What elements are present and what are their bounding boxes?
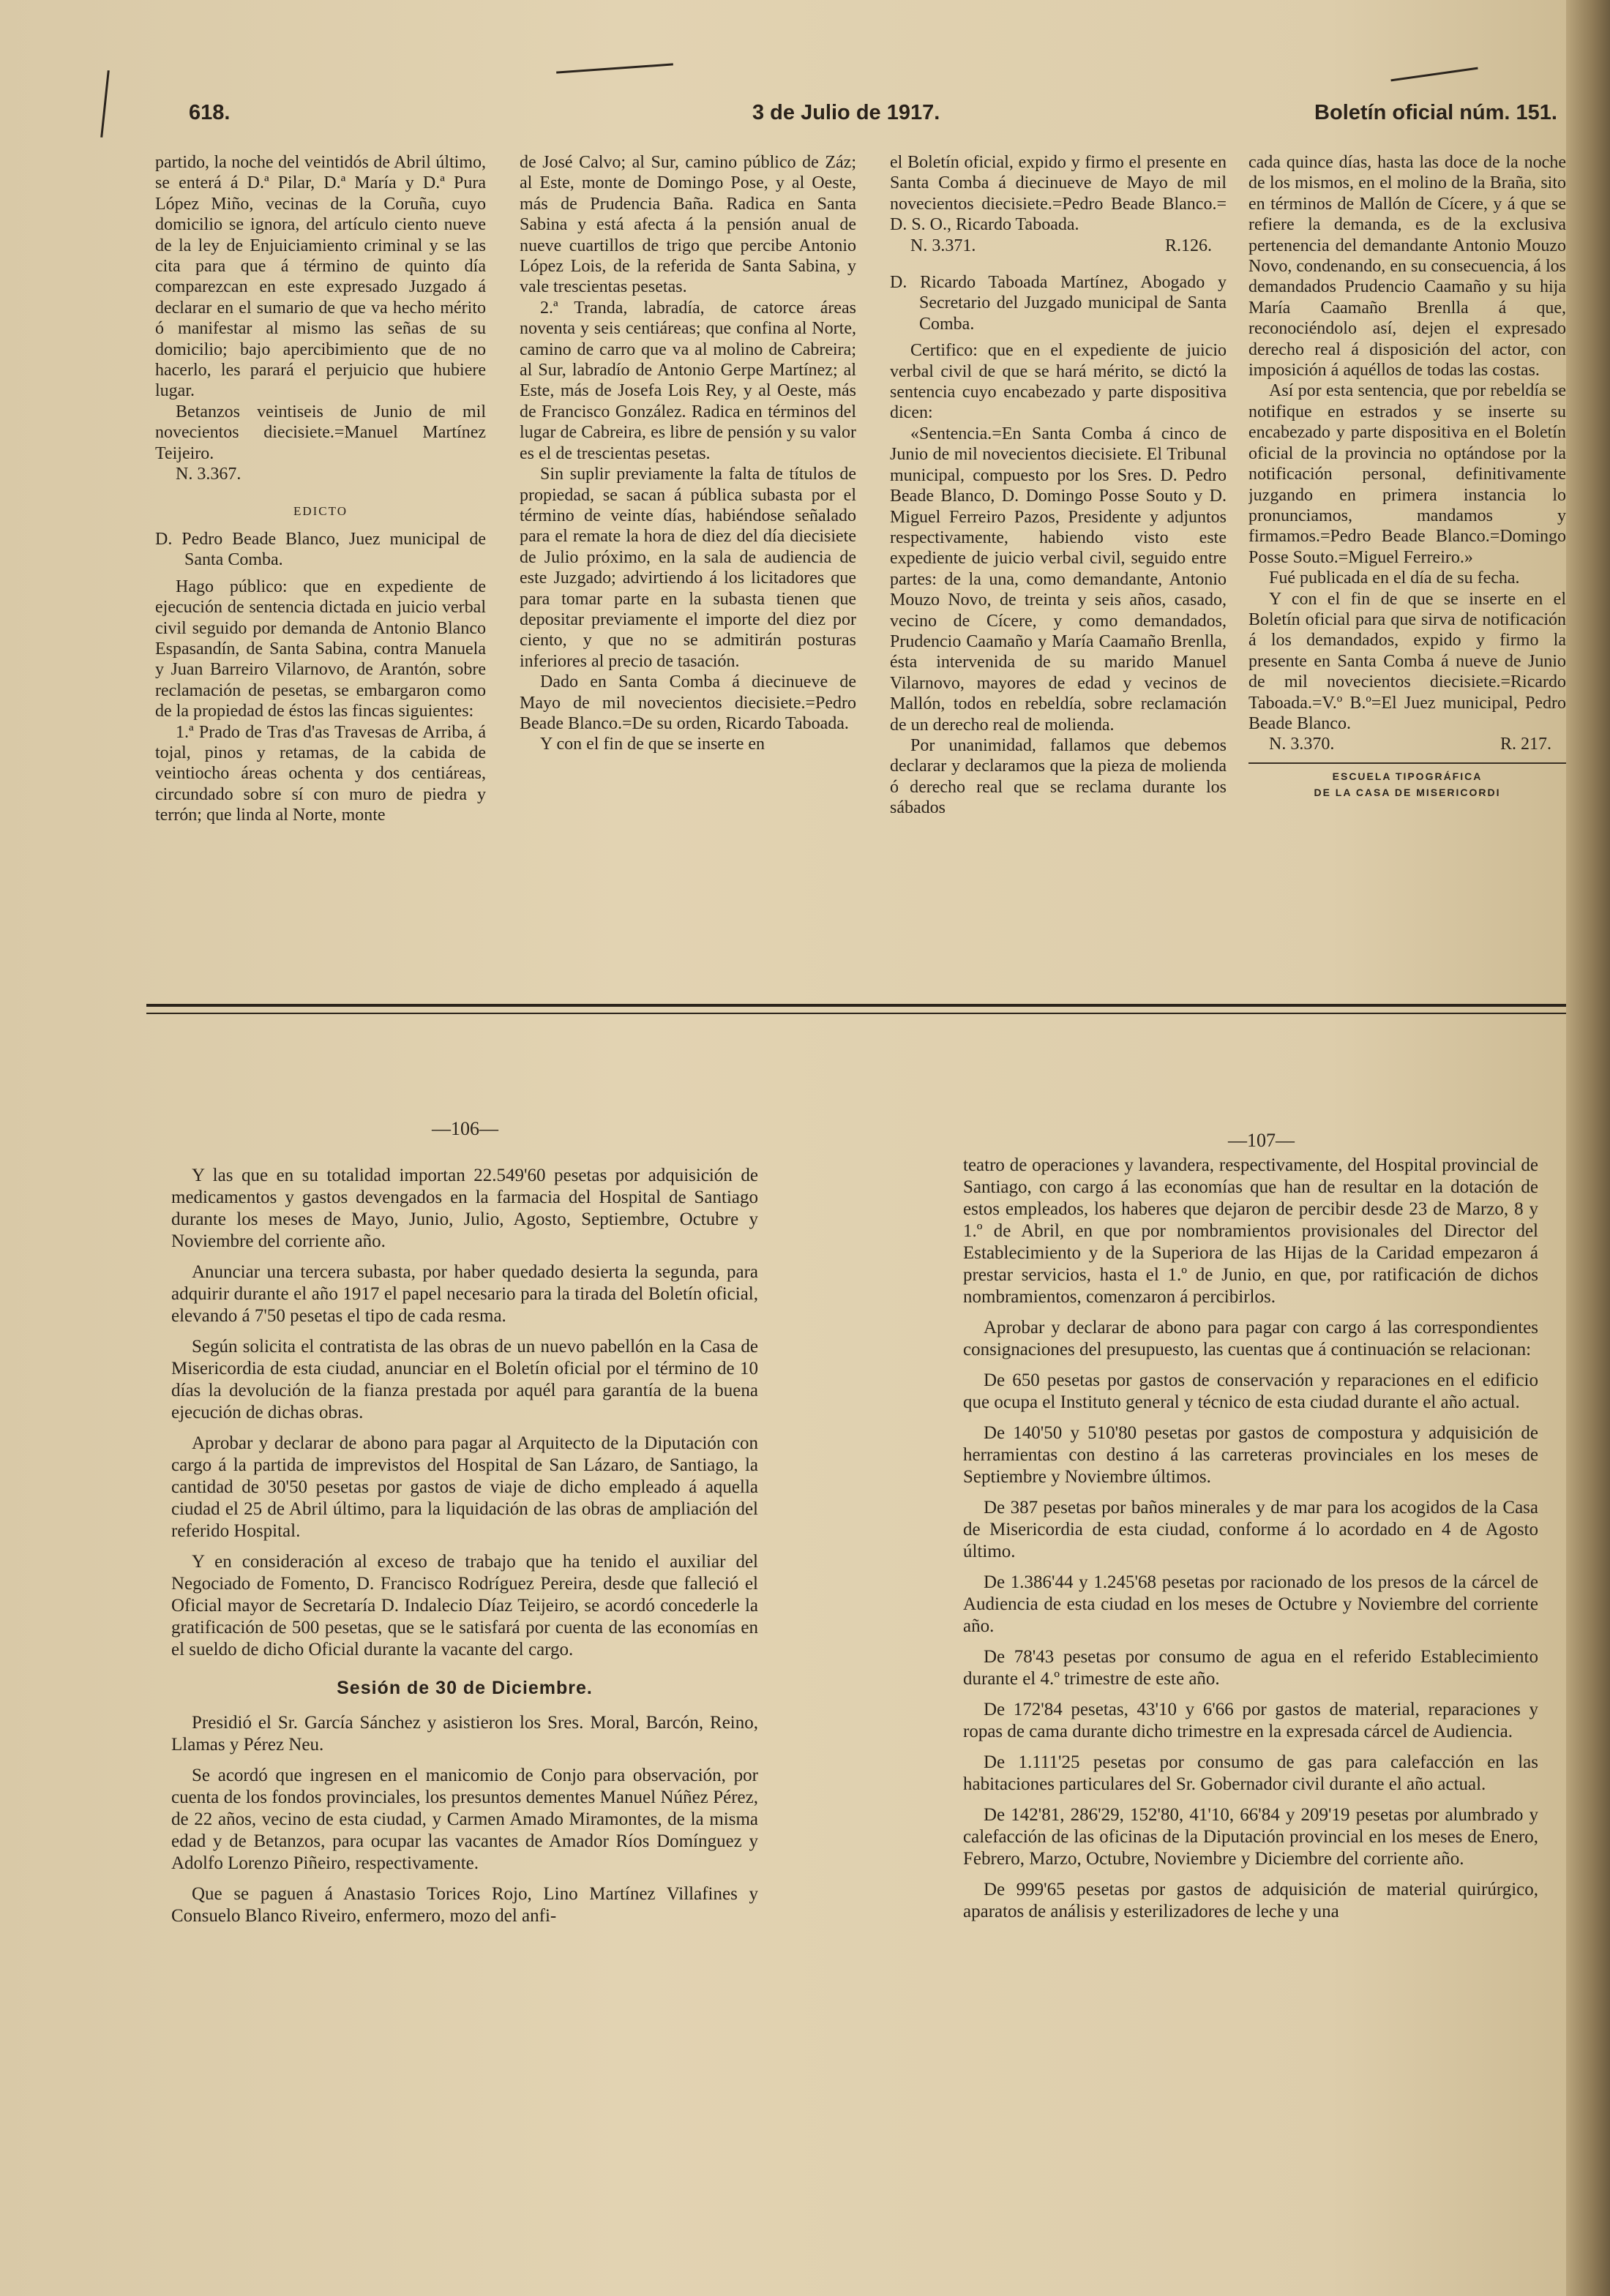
printer-imprint: ESCUELA TIPOGRÁFICA DE LA CASA DE MISERICORDI xyxy=(1248,762,1566,800)
paragraph: Presidió el Sr. García Sánchez y asistieron los Sres. Moral, Barcón, Reino, Llamas y Pérez Neu. xyxy=(171,1713,758,1755)
column-2 xyxy=(520,152,856,994)
paragraph: De 140'50 y 510'80 pesetas por gastos de compostura y adquisición de herramientas con destino á las carreteras provinciales en los meses de Septiembre y Noviembre últimos. xyxy=(963,1423,1538,1487)
paragraph: Según solicita el contratista de las obras de un nuevo pabellón en la Casa de Misericordia de esta ciudad, anunciar en el Boletín oficial por el término de 10 días la devolución de la fianza prestada por aquél para garantía de la buena ejecución de dichas obras. xyxy=(171,1337,758,1422)
paragraph: 1.ª Prado de Tras d'as Travesas de Arriba, á tojal, pinos y retamas, de la cabida de veintiocho áreas ochenta y dos centiáreas, circundado sobre sí con muro de piedra y terrón; que linda al Norte, monte xyxy=(155,722,486,825)
section-title: EDICTO xyxy=(293,503,348,518)
page-number-107: —107— xyxy=(1228,1130,1295,1151)
paragraph: Y con el fin de que se inserte en xyxy=(540,735,765,754)
paragraph: Así por esta sentencia, que por rebeldía se notifique en estrados y se inserte su encabezado y parte dispositiva en el Boletín oficial de la provincia no optándose por la notificación personal, definitivamente juzgando en primera instancia lo pronunciamos, mandamos y firmamos.=Pedro Beade Blanco.=Domingo Posse Souto.=Miguel Ferreiro.» xyxy=(1248,381,1566,567)
paragraph: De 142'81, 286'29, 152'80, 41'10, 66'84 y 209'19 pesetas por alumbrado y calefacción de las oficinas de la Diputación provincial en los meses de Enero, Febrero, Marzo, Octubre, Noviembre y Diciembre del corriente año. xyxy=(963,1805,1538,1869)
paragraph: «Sentencia.=En Santa Comba á cinco de Junio de mil novecientos diecisiete. El Tribunal municipal, compuesto por los Sres. D. Pedro Beade Blanco, D. Domingo Posse Souto y D. Miguel Ferreiro Pazos, Presidente y adjuntos respectivamente, habiendo visto este expediente de juicio verbal civil, seguido entre partes: de la una, como demandante, Antonio Mouzo Novo, de treinta y seis años, casado, vecino de Cícere, y como demandados, Prudencio Caamaño y María Caamaño Brenlla, ésta intervenida de su marido Manuel Vilarnovo, mayores de edad y vecinos de Mallón, todos en rebeldía, sobre reclamación de un derecho real de molienda. xyxy=(890,424,1227,735)
paragraph: Aprobar y declarar de abono para pagar con cargo á las correspondientes consignaciones del presupuesto, las cuentas que á continuación se relacionan: xyxy=(963,1318,1538,1359)
paragraph: De 999'65 pesetas por gastos de adquisición de material quirúrgico, aparatos de análisis y esterilizadores de leche y una xyxy=(963,1880,1538,1921)
paragraph: De 650 pesetas por gastos de conservación y reparaciones en el edificio que ocupa el Instituto general y técnico de esta ciudad durante el año actual. xyxy=(963,1370,1538,1412)
left-page-text xyxy=(171,1165,758,2204)
paragraph: De 78'43 pesetas por consumo de agua en el referido Establecimiento durante el 4.º trimestre de este año. xyxy=(963,1647,1538,1689)
entry-number: N. 3.370. R. 217. xyxy=(1269,735,1551,754)
notice-header: D. Ricardo Taboada Martínez, Abogado y Secretario del Juzgado municipal de Santa Comba. xyxy=(890,273,1227,334)
paragraph: Y en consideración al exceso de trabajo que ha tenido el auxiliar del Negociado de Fomento, D. Francisco Rodríguez Pereira, desde que falleció el Oficial mayor de Secretaría D. Indalecio Díaz Teijeiro, se acordó concederle la gratificación de 500 pesetas, que se le satisfará por cuenta de las economías en el sueldo de dicho Oficial durante la vacante del cargo. xyxy=(171,1552,758,1659)
paragraph: Sin suplir previamente la falta de títulos de propiedad, se sacan á pública subasta por el término de veinte días, habiéndose señalado para el remate la hora de diez del día diecisiete de Julio próximo, en la sala de audiencia de este Juzgado; advirtiendo á los licitadores que para tomar parte en la subasta tienen que depositar previamente el importe del diez por ciento, y que no se admitirán posturas inferiores al precio de tasación. xyxy=(520,465,856,671)
paragraph: cada quince días, hasta las doce de la noche de los mismos, en el molino de la Braña, sito en términos de Mallón de Cícere, y á que se refiere la demanda, es de la exclusiva pertenencia del demandante Antonio Mouzo Novo, condenando, en su consecuencia, á los demandados Prudencio Caamaño y su hija María Caamaño Brenlla á que, reconociéndolo así, dejen el expresado derecho real á disposición del actor, con imposición á aquéllos de todas las costas. xyxy=(1248,153,1566,380)
paragraph: de José Calvo; al Sur, camino público de Záz; al Este, monte de Domingo Pose, y al Oeste, más de Prudencia Baña. Radica en Santa Sabina y está afecta á la pensión anual de nueve cuartillos de trigo que percibe Antonio López Lois, de la referida de Santa Sabina, y vale trescientas pesetas. xyxy=(520,153,856,297)
paragraph: partido, la noche del veintidós de Abril último, se enterá á D.ª Pilar, D.ª María y D.ª Pura López Miño, vecinas de la Coruña, cuyo domicilio se ignora, del artículo ciento nueve de la ley de Enjuiciamiento criminal y se las cita para que á término de quinto día comparezcan en este expresado Juzgado á declarar en el sumario de que va hecho mérito ó manifestar al mismo las señas de su domicilio; bajo apercibimiento que de no hacerlo, les parará el perjuicio que hubiere lugar. xyxy=(155,153,486,401)
paragraph: De 387 pesetas por baños minerales y de mar para los acogidos de la Casa de Misericordia de esta ciudad, conforme á lo acordado en 4 de Agosto último. xyxy=(963,1498,1538,1561)
entry-number: N. 3.371. R.126. xyxy=(910,236,1212,255)
paragraph: 2.ª Tranda, labradía, de catorce áreas noventa y seis centiáreas; que confina al Norte, camino de carro que va al molino de Cabreira; al Sur, labradío de Antonio Gerpe Martínez; al Este, más de Josefa Lois Rey, y al Oeste, más de Francisco González. Radica en términos del lugar de Cabreira, es libre de pensión y su valor es el de trescientas pesetas. xyxy=(520,298,856,463)
column-3 xyxy=(890,152,1227,994)
divider xyxy=(146,1013,1566,1014)
paragraph: Betanzos veintiseis de Junio de mil novecientos diecisiete.=Manuel Martínez Teijeiro. xyxy=(155,402,486,463)
issue-date: 3 de Julio de 1917. xyxy=(752,101,940,124)
column-1 xyxy=(155,152,486,994)
book-spine xyxy=(1566,0,1610,2296)
paragraph: Dado en Santa Comba á diecinueve de Mayo de mil novecientos diecisiete.=Pedro Beade Blanco.=De su orden, Ricardo Taboada. xyxy=(520,672,856,733)
paragraph: Y con el fin de que se inserte en el Boletín oficial para que sirva de notificación á los demandados, expido y firmo la presente en Santa Comba á nueve de Junio de mil novecientos diecisiete.=Ricardo Taboada.=V.º B.º=El Juez municipal, Pedro Beade Blanco. xyxy=(1248,589,1566,733)
paragraph: Que se paguen á Anastasio Torices Rojo, Lino Martínez Villafines y Consuelo Blanco Riveiro, enfermero, mozo del anfi- xyxy=(171,1884,758,1926)
paragraph: el Boletín oficial, expido y firmo el presente en Santa Comba á diecinueve de Mayo de mil novecientos diecisiete.=Pedro Beade Blanco.= D. S. O., Ricardo Taboada. xyxy=(890,153,1227,235)
paragraph: Y las que en su totalidad importan 22.549'60 pesetas por adquisición de medicamentos y gastos devengados en la farmacia del Hospital de Santiago durante los meses de Mayo, Junio, Julio, Agosto, Septiembre, Octubre y Noviembre del corriente año. xyxy=(171,1166,758,1251)
paragraph: Fué publicada en el día de su fecha. xyxy=(1269,569,1520,588)
paragraph: Certifico: que en el expediente de juicio verbal civil de que se hará mérito, se dictó la sentencia cuyo encabezado y parte dispositiva dicen: xyxy=(890,341,1227,423)
paragraph: Se acordó que ingresen en el manicomio de Conjo para observación, por cuenta de los fondos provinciales, los presuntos dementes Manuel Núñez Pérez, de 22 años, vecino de esta ciudad, y Carmen Amado Miramontes, de la misma edad y de Betanzos, para ocupar las vacantes de Amador Ríos Domínguez y Adolfo Lorenzo Piñeiro, respectivamente. xyxy=(171,1766,758,1873)
paragraph: De 1.386'44 y 1.245'68 pesetas por racionado de los presos de la cárcel de Audiencia de esta ciudad en los meses de Octubre y Noviembre del corriente año. xyxy=(963,1572,1538,1636)
paragraph: Aprobar y declarar de abono para pagar al Arquitecto de la Diputación con cargo á la partida de imprevistos del Hospital de San Lázaro, de Santiago, la cantidad de 30'50 pesetas por gastos de viaje de dicho empleado á aquella ciudad el 25 de Abril último, para la liquidación de las obras de ampliación del referido Hospital. xyxy=(171,1433,758,1541)
page-number-106: —106— xyxy=(432,1118,498,1139)
page-header xyxy=(189,101,1557,135)
right-page-text xyxy=(963,1155,1538,2194)
paragraph: teatro de operaciones y lavandera, respectivamente, del Hospital provincial de Santiago, con cargo á las economías que han de resultar en la dotación de estos empleados, los haberes que dejaron de percibir desde 23 de Marzo, 8 y 1.º de Abril, en que por nombramientos provisionales del Director del Establecimiento y de la Superiora de las Hijas de la Caridad empezaron á prestar servicios, hasta el 1.º de Junio, en que, por ratificación de dichos nombramientos, comenzaron á percibirlos. xyxy=(963,1155,1538,1307)
pencil-mark xyxy=(1390,67,1478,82)
pencil-mark xyxy=(556,63,673,73)
paragraph: De 1.111'25 pesetas por consumo de gas para calefacción en las habitaciones particulares del Sr. Gobernador civil durante el año actual. xyxy=(963,1752,1538,1794)
page-number: 618. xyxy=(189,101,231,124)
paragraph: Anunciar una tercera subasta, por haber quedado desierta la segunda, para adquirir durante el año 1917 el papel necesario para la tirada del Boletín oficial, elevando á 7'50 pesetas el tipo de cada resma. xyxy=(171,1262,758,1326)
paragraph: Por unanimidad, fallamos que debemos declarar y declaramos que la pieza de molienda ó derecho real que se reclama durante los sábados xyxy=(890,735,1227,818)
notice-header: D. Pedro Beade Blanco, Juez municipal de Santa Comba. xyxy=(155,529,486,570)
entry-number: N. 3.367. xyxy=(176,465,242,484)
pencil-mark xyxy=(100,70,110,138)
divider xyxy=(146,1004,1566,1007)
session-heading: Sesión de 30 de Diciembre. xyxy=(337,1678,593,1698)
paragraph: Hago público: que en expediente de ejecución de sentencia dictada en juicio verbal civil seguido por demanda de Antonio Blanco Espasandín, de Santa Sabina, contra Manuela y Juan Barreiro Vilarnovo, de Arantón, sobre reclamación de pesetas, se embargaron como de la propiedad de éstos las fincas siguientes: xyxy=(155,577,486,721)
column-4 xyxy=(1248,152,1566,994)
paragraph: De 172'84 pesetas, 43'10 y 6'66 por gastos de material, reparaciones y ropas de cama durante dicho trimestre en la expresada cárcel de Audiencia. xyxy=(963,1700,1538,1741)
publication-title: Boletín oficial núm. 151. xyxy=(1314,101,1557,124)
